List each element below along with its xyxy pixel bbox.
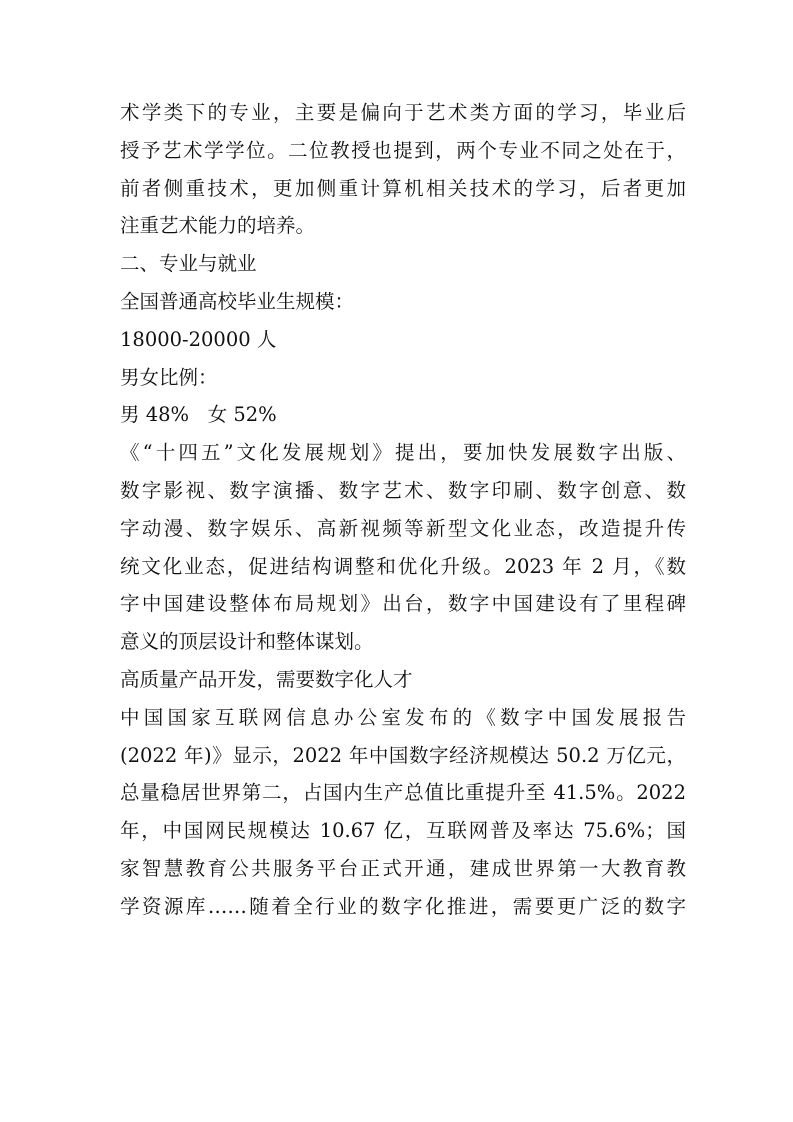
paragraph-line: 年，中国网民规模达 10.67 亿，互联网普及率达 75.6%；国 bbox=[120, 819, 686, 843]
section-heading: 二、专业与就业 bbox=[120, 252, 257, 276]
paragraph-line: 《“十四五”文化发展规划》提出，要加快发展数字出版、 bbox=[120, 441, 686, 465]
paragraph-line: 男女比例： bbox=[120, 365, 218, 389]
graduate-scale-value: 18000-20000 人 bbox=[120, 327, 277, 351]
paragraph-line: 中国国家互联网信息办公室发布的《数字中国发展报告 bbox=[120, 705, 686, 729]
paragraph-line: 总量稳居世界第二，占国内生产总值比重提升至 41.5%。2022 bbox=[120, 781, 686, 805]
paragraph-line: (2022 年)》显示，2022 年中国数字经济规模达 50.2 万亿元， bbox=[120, 743, 686, 767]
paragraph-line: 家智慧教育公共服务平台正式开通，建成世界第一大教育教 bbox=[120, 856, 686, 880]
paragraph-line: 数字影视、数字演播、数字艺术、数字印刷、数字创意、数 bbox=[120, 478, 686, 502]
subheading: 高质量产品开发，需要数字化人才 bbox=[120, 667, 413, 691]
paragraph-line: 字动漫、数字娱乐、高新视频等新型文化业态，改造提升传 bbox=[120, 516, 686, 540]
paragraph-line: 全国普通高校毕业生规模： bbox=[120, 289, 355, 313]
paragraph-line: 注重艺术能力的培养。 bbox=[120, 214, 316, 238]
paragraph-line: 前者侧重技术，更加侧重计算机相关技术的学习，后者更加 bbox=[120, 176, 686, 200]
paragraph-line: 授予艺术学学位。二位教授也提到，两个专业不同之处在于， bbox=[120, 138, 686, 162]
paragraph-line: 统文化业态，促进结构调整和优化升级。2023 年 2 月，《数 bbox=[120, 554, 686, 578]
gender-ratio-value: 男 48% 女 52% bbox=[120, 403, 277, 427]
paragraph-line: 意义的顶层设计和整体谋划。 bbox=[120, 630, 374, 654]
document-body bbox=[120, 94, 686, 926]
paragraph-line: 术学类下的专业，主要是偏向于艺术类方面的学习，毕业后 bbox=[120, 101, 686, 124]
paragraph-line: 学资源库……随着全行业的数字化推进，需要更广泛的数字 bbox=[120, 894, 686, 918]
paragraph-line: 字中国建设整体布局规划》出台，数字中国建设有了里程碑 bbox=[120, 592, 686, 616]
